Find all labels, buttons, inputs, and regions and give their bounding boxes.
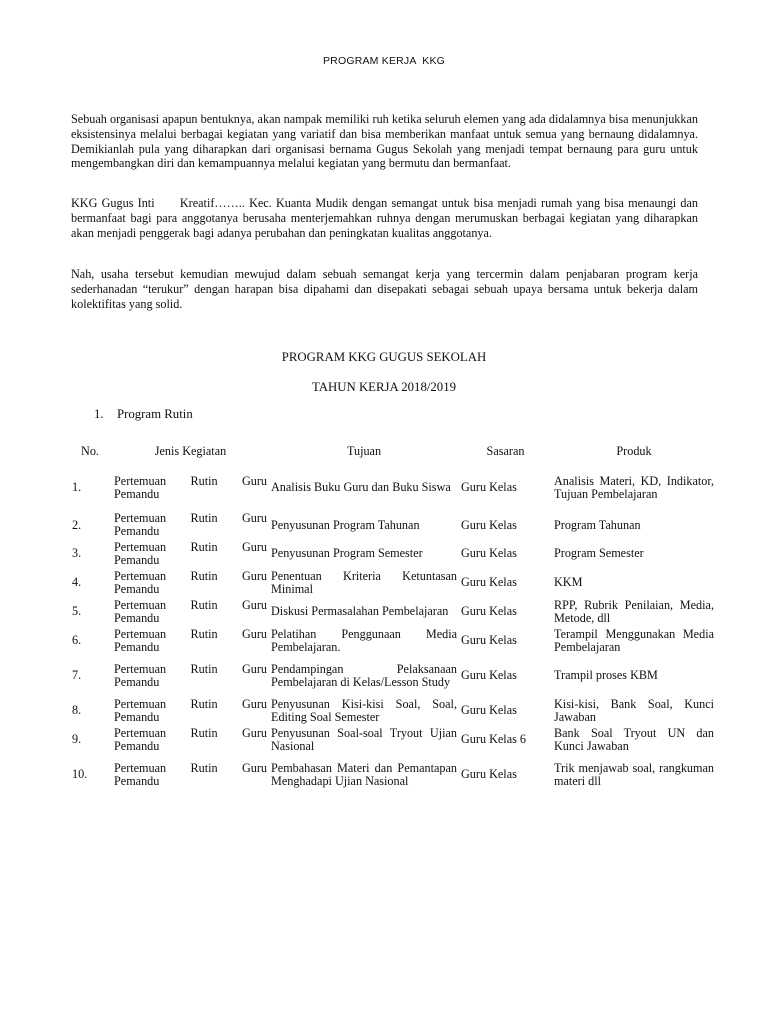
cell-tujuan xyxy=(269,655,459,696)
document-title: PROGRAM KERJA KKG xyxy=(322,55,446,67)
cell-sasaran-text: Guru Kelas xyxy=(461,575,517,589)
cell-sasaran-text: Guru Kelas xyxy=(461,703,517,717)
cell-sasaran xyxy=(459,597,552,626)
table-row xyxy=(66,754,716,795)
cell-sasaran-text: Guru Kelas xyxy=(461,480,517,494)
cell-produk-text: Program Semester xyxy=(554,546,644,560)
cell-produk xyxy=(552,626,716,655)
cell-no xyxy=(66,626,112,655)
cell-jenis-kegiatan xyxy=(112,655,269,696)
cell-jenis-kegiatan-text: Pertemuan Rutin Guru Pemandu xyxy=(114,511,267,538)
table-row xyxy=(66,568,716,597)
table-row xyxy=(66,539,716,568)
cell-no xyxy=(66,539,112,568)
cell-jenis-kegiatan-text: Pertemuan Rutin Guru Pemandu xyxy=(114,473,267,501)
cell-jenis-kegiatan xyxy=(112,597,269,626)
cell-jenis-kegiatan-text: Pertemuan Rutin Guru Pemandu xyxy=(114,597,267,625)
cell-no xyxy=(66,754,112,795)
cell-tujuan xyxy=(269,464,459,511)
cell-produk xyxy=(552,696,716,725)
cell-tujuan-text: Pembahasan Materi dan Pemantapan Menghadapi Ujian Nasional xyxy=(271,760,457,788)
cell-no-text: 8. xyxy=(72,703,82,717)
program-title: PROGRAM KKG GUGUS SEKOLAH xyxy=(281,350,487,364)
cell-tujuan xyxy=(269,568,459,597)
cell-sasaran xyxy=(459,696,552,725)
cell-jenis-kegiatan xyxy=(112,696,269,725)
cell-tujuan xyxy=(269,626,459,655)
cell-produk xyxy=(552,464,716,511)
table-row xyxy=(66,464,716,511)
cell-sasaran xyxy=(459,539,552,568)
cell-produk-text: Bank Soal Tryout UN dan Kunci Jawaban xyxy=(554,725,714,753)
cell-produk xyxy=(552,597,716,626)
cell-sasaran xyxy=(459,626,552,655)
cell-jenis-kegiatan-text: Pertemuan Rutin Guru Pemandu xyxy=(114,696,267,724)
cell-tujuan-text: Penyusunan Kisi-kisi Soal, Soal, Editing Soal Semester xyxy=(271,696,457,724)
table-row xyxy=(66,626,716,655)
cell-produk-text: Trampil proses KBM xyxy=(554,668,658,682)
cell-tujuan-text: Penyusunan Program Tahunan xyxy=(271,517,420,532)
cell-sasaran-text: Guru Kelas xyxy=(461,517,517,532)
cell-jenis-kegiatan xyxy=(112,511,269,539)
cell-sasaran-text: Guru Kelas xyxy=(461,668,517,682)
cell-sasaran xyxy=(459,568,552,597)
intro-paragraph-2: KKG Gugus Inti Kreatif…….. Kec. Kuanta Mudik dengan semangat untuk bisa menjadi rumah yang bisa menaungi dan bermanfaat bagi para anggotanya berusaha menterjemahkan ruhnya dengan merumuskan berbagai kegiatan yang diharapkan akan menjadi penggerak bagi adanya perubahan dan peningkatan kualitas anggotanya. xyxy=(71,196,702,240)
cell-sasaran xyxy=(459,464,552,511)
cell-no-text: 1. xyxy=(72,480,82,494)
cell-jenis-kegiatan xyxy=(112,568,269,597)
table-header-row xyxy=(66,438,716,464)
cell-jenis-kegiatan xyxy=(112,464,269,511)
program-table xyxy=(66,438,716,795)
cell-jenis-kegiatan-text: Pertemuan Rutin Guru Pemandu xyxy=(114,539,267,567)
cell-produk xyxy=(552,754,716,795)
cell-jenis-kegiatan xyxy=(112,725,269,754)
cell-tujuan xyxy=(269,725,459,754)
cell-no xyxy=(66,568,112,597)
cell-produk xyxy=(552,539,716,568)
header-sasaran: Sasaran xyxy=(486,443,525,458)
table-body xyxy=(66,464,716,795)
cell-no xyxy=(66,597,112,626)
cell-jenis-kegiatan xyxy=(112,539,269,568)
intro-paragraph-3: Nah, usaha tersebut kemudian mewujud dalam sebuah semangat kerja yang tercermin dalam penjabaran program kerja sederhanadan “terukur” dengan harapan bisa dipahami dan disepakati sebagai sebuah upaya bersama untuk bekerja dalam kolektifitas yang solid. xyxy=(71,267,698,311)
cell-no xyxy=(66,696,112,725)
cell-produk xyxy=(552,568,716,597)
cell-produk xyxy=(552,725,716,754)
cell-tujuan-text: Pelatihan Penggunaan Media Pembelajaran. xyxy=(271,626,457,654)
cell-sasaran xyxy=(459,725,552,754)
cell-tujuan xyxy=(269,511,459,539)
cell-tujuan-text: Analisis Buku Guru dan Buku Siswa xyxy=(271,480,451,494)
cell-sasaran xyxy=(459,511,552,539)
cell-sasaran-text: Guru Kelas 6 xyxy=(461,732,526,746)
cell-sasaran-text: Guru Kelas xyxy=(461,604,517,618)
intro-paragraph-1: Sebuah organisasi apapun bentuknya, akan nampak memiliki ruh ketika seluruh elemen yang ada didalamnya bisa menunjukkan eksistensinya melalui berbagai kegiatan yang variatif dan bisa memberikan manfaat untuk semua yang bernaung didalamnya. Demikianlah pula yang diharapkan dari organisasi bernama Gugus Sekolah yang menjadi tempat bernaung para guru untuk mengembangkan diri dan kemampuannya melalui kegiatan yang bermutu dan bermanfaat. xyxy=(71,112,698,171)
cell-tujuan-text: Diskusi Permasalahan Pembelajaran xyxy=(271,604,449,618)
table-row xyxy=(66,725,716,754)
cell-jenis-kegiatan xyxy=(112,626,269,655)
cell-no-text: 7. xyxy=(72,668,82,682)
cell-tujuan-text: Penentuan Kriteria Ketuntasan Minimal xyxy=(271,568,457,596)
cell-jenis-kegiatan-text: Pertemuan Rutin Guru Pemandu xyxy=(114,760,267,788)
cell-jenis-kegiatan-text: Pertemuan Rutin Guru Pemandu xyxy=(114,725,267,753)
cell-no-text: 9. xyxy=(72,732,82,746)
cell-produk xyxy=(552,655,716,696)
cell-tujuan xyxy=(269,754,459,795)
cell-produk-text: Terampil Menggunakan Media Pembelajaran xyxy=(554,626,714,654)
cell-tujuan-text: Pendampingan Pelaksanaan Pembelajaran di Kelas/Lesson Study xyxy=(271,661,457,689)
header-produk: Produk xyxy=(616,443,652,458)
cell-jenis-kegiatan-text: Pertemuan Rutin Guru Pemandu xyxy=(114,661,267,689)
cell-no xyxy=(66,511,112,539)
cell-no-text: 2. xyxy=(72,517,82,532)
cell-tujuan xyxy=(269,539,459,568)
cell-no xyxy=(66,725,112,754)
header-no: No. xyxy=(81,443,99,458)
cell-sasaran-text: Guru Kelas xyxy=(461,633,517,647)
cell-jenis-kegiatan-text: Pertemuan Rutin Guru Pemandu xyxy=(114,568,267,596)
cell-produk-text: Kisi-kisi, Bank Soal, Kunci Jawaban xyxy=(554,696,714,724)
cell-no-text: 10. xyxy=(72,767,88,781)
header-tujuan: Tujuan xyxy=(346,443,382,458)
cell-tujuan xyxy=(269,597,459,626)
cell-jenis-kegiatan-text: Pertemuan Rutin Guru Pemandu xyxy=(114,626,267,654)
section-number: 1. xyxy=(94,407,104,421)
table-row xyxy=(66,696,716,725)
header-jenis-kegiatan: Jenis Kegiatan xyxy=(154,443,227,458)
cell-no-text: 6. xyxy=(72,633,82,647)
cell-no xyxy=(66,464,112,511)
cell-sasaran-text: Guru Kelas xyxy=(461,546,517,560)
cell-produk xyxy=(552,511,716,539)
cell-produk-text: RPP, Rubrik Penilaian, Media, Metode, dll xyxy=(554,597,714,625)
table-row xyxy=(66,511,716,539)
cell-sasaran xyxy=(459,754,552,795)
cell-no-text: 4. xyxy=(72,575,82,589)
cell-sasaran xyxy=(459,655,552,696)
cell-no xyxy=(66,655,112,696)
cell-produk-text: Program Tahunan xyxy=(554,517,641,532)
cell-no-text: 5. xyxy=(72,604,82,618)
cell-produk-text: Analisis Materi, KD, Indikator, Tujuan Pembelajaran xyxy=(554,473,714,501)
cell-tujuan-text: Penyusunan Soal-soal Tryout Ujian Nasional xyxy=(271,725,457,753)
program-year: TAHUN KERJA 2018/2019 xyxy=(311,380,456,394)
cell-tujuan-text: Penyusunan Program Semester xyxy=(271,546,423,560)
table-row xyxy=(66,655,716,696)
section-heading xyxy=(94,407,193,422)
cell-produk-text: KKM xyxy=(554,575,583,589)
cell-jenis-kegiatan xyxy=(112,754,269,795)
section-label: Program Rutin xyxy=(117,407,193,421)
table-row xyxy=(66,597,716,626)
cell-tujuan xyxy=(269,696,459,725)
cell-produk-text: Trik menjawab soal, rangkuman materi dll xyxy=(554,760,714,788)
cell-no-text: 3. xyxy=(72,546,82,560)
cell-sasaran-text: Guru Kelas xyxy=(461,767,517,781)
